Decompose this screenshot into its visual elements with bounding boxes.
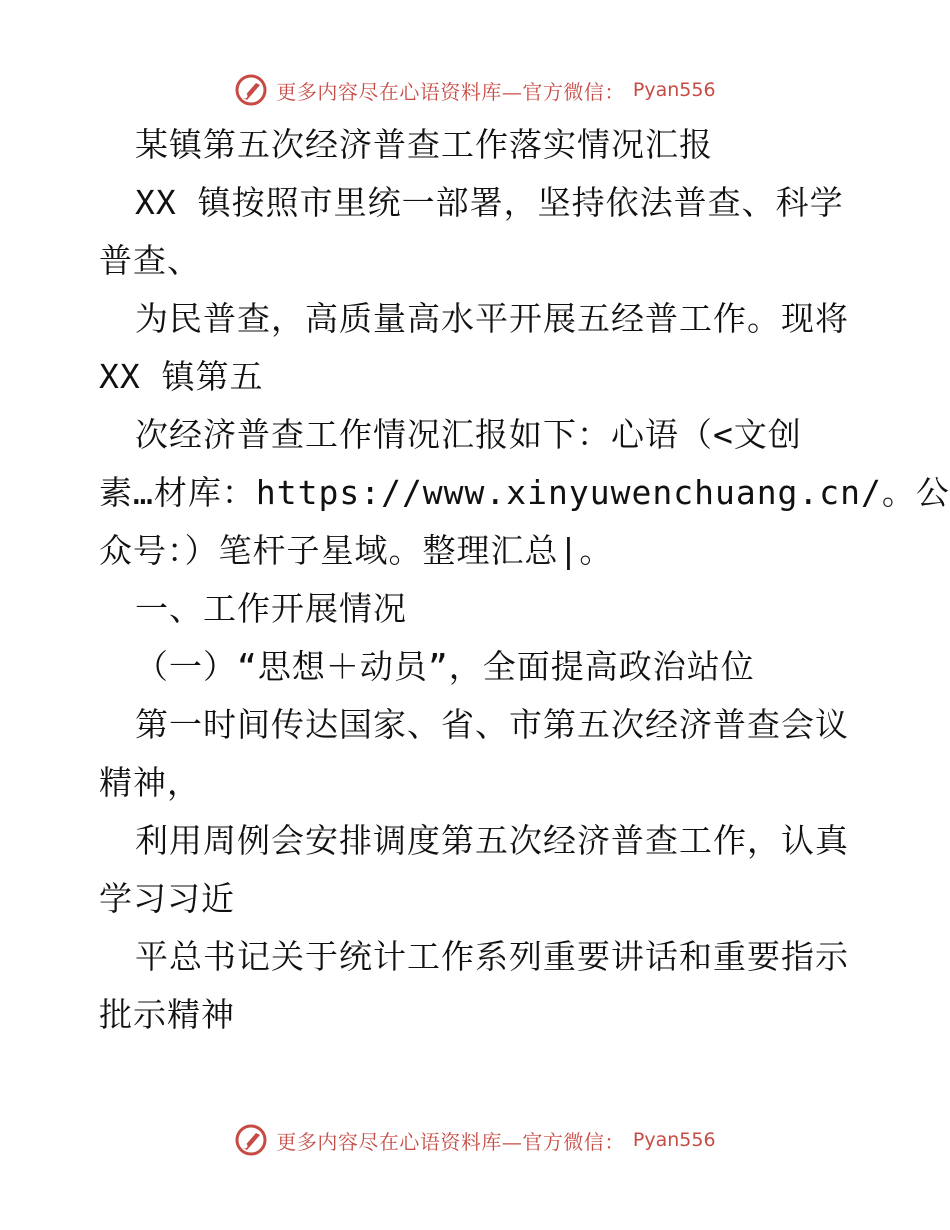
header-banner (0, 70, 950, 110)
paragraph-line: 批示精神 (99, 995, 235, 1034)
subsection-heading: （一）“思想＋动员”，全面提高政治站位 (135, 647, 755, 686)
paragraph-line: 众号：）笔杆子星域。整理汇总|。 (99, 531, 614, 570)
header-banner-text: 更多内容尽在心语资料库—官方微信： (276, 79, 625, 104)
paragraph-line: 第一时间传达国家、省、市第五次经济普查会议 (135, 705, 849, 744)
footer-wechat-id: Pyan556 (632, 1129, 716, 1151)
paragraph-line: XX 镇按照市里统一部署，坚持依法普查、科学 (135, 183, 844, 222)
quill-pen-logo-icon (234, 73, 268, 107)
paragraph-line: 为民普查，高质量高水平开展五经普工作。现将 (135, 299, 849, 338)
paragraph-line: 平总书记关于统计工作系列重要讲话和重要指示 (135, 937, 849, 976)
document-title: 某镇第五次经济普查工作落实情况汇报 (135, 125, 713, 164)
footer-banner (0, 1120, 950, 1160)
paragraph-line: 普查、 (99, 241, 201, 280)
section-heading: 一、工作开展情况 (135, 589, 407, 628)
paragraph-line: 素…材库：https://www.xinyuwenchuang.cn/。公 (99, 473, 950, 512)
paragraph-line: 学习习近 (99, 879, 235, 918)
paragraph-line: 精神， (99, 763, 201, 802)
quill-pen-logo-icon (234, 1123, 268, 1157)
paragraph-line: 利用周例会安排调度第五次经济普查工作，认真 (135, 821, 849, 860)
paragraph-line: XX 镇第五 (99, 357, 264, 396)
paragraph-line: 次经济普查工作情况汇报如下：心语（<文创 (135, 415, 802, 454)
header-wechat-id: Pyan556 (632, 79, 716, 101)
footer-banner-text: 更多内容尽在心语资料库—官方微信： (276, 1129, 625, 1154)
